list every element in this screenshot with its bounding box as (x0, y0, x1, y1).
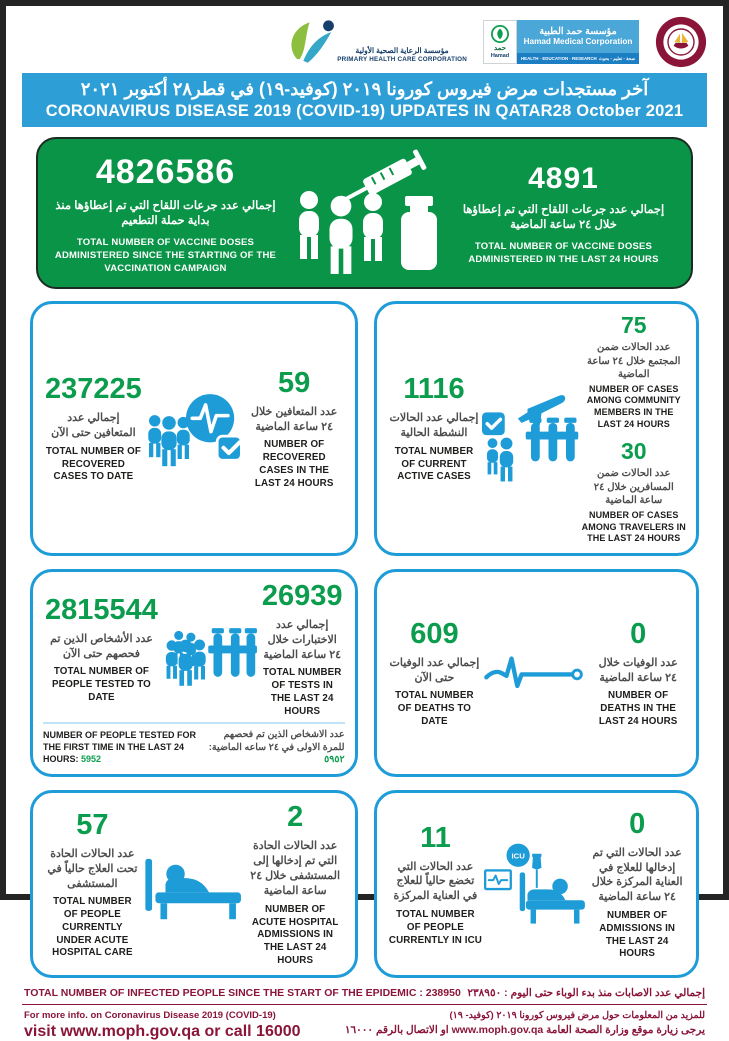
icu-admissions-value: 0 (629, 807, 646, 840)
recovered-24h-arabic: عدد المتعافين خلال ٢٤ ساعة الماضية (250, 405, 338, 433)
card-recovered (30, 301, 358, 556)
active-community-value: 75 (620, 312, 647, 339)
active-travelers-value: 30 (620, 438, 647, 465)
vaccine-total-caption-arabic: إجمالي عدد جرعات اللقاح التي تم إعطاؤها منذ بداية حملة التطعيم (55, 199, 276, 228)
footer-website-english[interactable]: visit www.moph.gov.qa or call 16000 (24, 1023, 301, 1041)
tests-24h-value: 26939 (261, 579, 343, 612)
acute-current-english: TOTAL NUMBER OF PEOPLE CURRENTLY UNDER ACUTE HOSPITAL CARE (52, 896, 133, 959)
epidemic-total-arabic-value: ٢٣٨٩٥٠ (467, 987, 502, 1000)
active-community-english: NUMBER OF CASES AMONG COMMUNITY MEMBERS IN THE LAST 24 HOURS (586, 383, 681, 429)
active-community-arabic: عدد الحالات ضمن المجتمع خلال ٢٤ ساعة الماضية (587, 342, 681, 381)
phcc-logo (279, 17, 467, 67)
acute-current-arabic: عدد الحالات الحادة تحت العلاج حالياً في المستشفى (47, 847, 138, 890)
icu-bed-monitor-icon (484, 841, 588, 927)
hamad-name-arabic: مؤسسة حمد الطبية (539, 25, 617, 37)
tested-total-english: TOTAL NUMBER OF PEOPLE TESTED TO DATE (52, 666, 151, 703)
acute-admissions-arabic: عدد الحالات الحادة التي تم إدخالها إلى المستشفى خلال ٢٤ ساعة الماضية (250, 840, 341, 897)
card-acute (30, 790, 358, 978)
recovered-24h-value: 59 (278, 366, 311, 399)
acute-current-value: 57 (76, 808, 109, 841)
vaccine-last24-caption-arabic: إجمالي عدد جرعات اللقاح التي تم إعطاؤها خلال ٢٤ ساعة الماضية (462, 203, 665, 232)
phcc-name-english: PRIMARY HEALTH CARE CORPORATION (337, 55, 467, 63)
icu-badge-label: ICU (511, 851, 526, 861)
header-logos (22, 16, 707, 68)
hamad-logo (483, 20, 639, 64)
vaccine-last24-value: 4891 (528, 161, 599, 195)
epidemic-total-row (24, 987, 705, 999)
first-time-tested-footnote (43, 722, 345, 766)
acute-admissions-value: 2 (287, 801, 304, 834)
deaths-24h-arabic: عدد الوفيات خلال ٢٤ ساعة الماضية (598, 656, 678, 684)
active-total-arabic: إجمالي عدد الحالات النشطة الحالية (389, 412, 479, 439)
epidemic-total-english-label: TOTAL NUMBER OF INFECTED PEOPLE SINCE THE START OF THE EPIDEMIC : (24, 987, 423, 1000)
active-total-english: TOTAL NUMBER OF CURRENT ACTIVE CASES (394, 445, 474, 483)
recovered-total-english: TOTAL NUMBER OF RECOVERED CASES TO DATE (45, 445, 141, 483)
hamad-name-english: Hamad Medical Corporation (523, 37, 633, 47)
first-time-tested-english-label: NUMBER OF PEOPLE TESTED FOR THE FIRST TIME IN THE LAST 24 HOURS: (43, 730, 197, 764)
deaths-total-arabic: إجمالي عدد الوفيات حتى الآن (389, 656, 480, 684)
hamad-tagline-english: HEALTH · EDUCATION · RESEARCH (521, 56, 597, 61)
icu-admissions-arabic: عدد الحالات التي تم إدخالها للعلاج في العناية المركزة خلال ٢٤ ساعة الماضية (591, 846, 683, 904)
tests-24h-english: TOTAL NUMBER OF TESTS IN THE LAST 24 HOURS (262, 667, 342, 717)
vaccine-last24-caption-english: TOTAL NUMBER OF VACCINE DOSES ADMINISTERED IN THE LAST 24 HOURS (468, 240, 659, 265)
first-time-tested-arabic-label: عدد الاشخاص الذين تم فحصهم للمرة الاولى في ٢٤ ساعه الماضية: (208, 729, 345, 753)
card-deaths (374, 569, 699, 778)
hospital-bed-icon (142, 845, 246, 923)
hamad-short-arabic: حمد (493, 45, 507, 52)
deaths-total-value: 609 (410, 617, 459, 650)
vaccination-people-syringe-icon (279, 148, 451, 280)
acute-admissions-english: NUMBER OF ACUTE HOSPITAL ADMISSIONS IN THE LAST 24 HOURS (251, 903, 339, 966)
deaths-total-english: TOTAL NUMBER OF DEATHS TO DATE (395, 690, 474, 727)
active-travelers-arabic: عدد الحالات ضمن المسافرين خلال ٢٤ ساعة الماضية (593, 468, 674, 507)
active-total-value: 1116 (403, 373, 465, 406)
hamad-leaf-icon (491, 25, 509, 43)
vaccine-total-caption-english: TOTAL NUMBER OF VACCINE DOSES ADMINISTERED SINCE THE STARTING OF THE VACCINATION CAMPAIGN (54, 236, 277, 274)
tests-24h-arabic: إجمالي عدد الاختبارات خلال ٢٤ ساعة الماضية (263, 618, 342, 661)
deaths-24h-value: 0 (630, 617, 647, 650)
page-title-arabic: آخر مستجدات مرض فيروس كورونا ٢٠١٩ (كوفيد-١٩) في قطر٢٨ أكتوبر ٢٠٢١ (80, 79, 649, 99)
tested-total-arabic: عدد الأشخاص الذين تم فحصهم حتى الآن (50, 632, 153, 660)
footer (24, 1010, 705, 1041)
deaths-24h-english: NUMBER OF DEATHS IN THE LAST 24 HOURS (598, 690, 678, 727)
icu-current-value: 11 (420, 821, 451, 854)
active-cases-travel-test-icon (482, 385, 580, 473)
card-icu (374, 790, 699, 978)
moph-qatar-emblem-icon (655, 16, 707, 68)
icu-current-english: TOTAL NUMBER OF PEOPLE CURRENTLY IN ICU (388, 909, 482, 946)
tested-total-value: 2815544 (45, 593, 158, 626)
footer-info-english: For more info. on Coronavirus Disease 2019 (COVID-19) (24, 1010, 276, 1022)
phcc-name-arabic: مؤسسة الرعاية الصحية الأولية (355, 46, 449, 56)
stats-grid (30, 301, 699, 978)
hamad-tagline-arabic: صحة - تعليم - بحوث (598, 55, 635, 61)
epidemic-total-arabic-label: إجمالي عدد الاصابات منذ بدء الوباء حتى اليوم : (504, 987, 705, 1000)
recovered-pulse-check-icon (144, 387, 244, 471)
recovered-total-value: 237225 (45, 373, 142, 406)
first-time-tested-english-value: 5952 (81, 753, 102, 764)
vaccine-banner (36, 137, 693, 289)
icu-current-arabic: عدد الحالات التي تخضع حالياً للعلاج في العناية المركزة (393, 860, 478, 903)
footer-website-arabic[interactable]: يرجى زيارة موقع وزارة الصحة العامة www.moph.gov.qa او الاتصال بالرقم ١٦٠٠٠ (344, 1024, 705, 1037)
icu-admissions-english: NUMBER OF ADMISSIONS IN THE LAST 24 HOURS (599, 910, 676, 960)
title-bar (22, 73, 707, 127)
vaccine-total-value: 4826586 (95, 152, 236, 191)
maroon-divider (22, 1004, 707, 1005)
card-tested (30, 569, 358, 778)
footer-info-arabic: للمزيد من المعلومات حول مرض فيروس كورونا ٢٠١٩ (كوفيد- ١٩) (449, 1010, 705, 1022)
phcc-logo-icon (279, 17, 333, 67)
first-time-tested-arabic-value: ٥٩٥٢ (324, 754, 345, 766)
epidemic-total-english-value: 238950 (425, 987, 461, 1000)
tested-people-tubes-icon (161, 609, 259, 689)
page-title-english: CORONAVIRUS DISEASE 2019 (COVID-19) UPDATES IN QATAR28 October 2021 (45, 101, 684, 120)
vaccine-last24-stat (452, 162, 675, 267)
recovered-24h-english: NUMBER OF RECOVERED CASES IN THE LAST 24 HOURS (254, 439, 334, 489)
hamad-short-english: Hamad (490, 53, 510, 59)
vaccine-total-stat (54, 153, 277, 275)
active-travelers-english: NUMBER OF CASES AMONG TRAVELERS IN THE LAST 24 HOURS (581, 509, 686, 544)
card-active (374, 301, 699, 556)
recovered-total-arabic: إجمالي عدد المتعافين حتى الآن (51, 412, 136, 439)
deaths-flatline-icon (482, 648, 590, 698)
